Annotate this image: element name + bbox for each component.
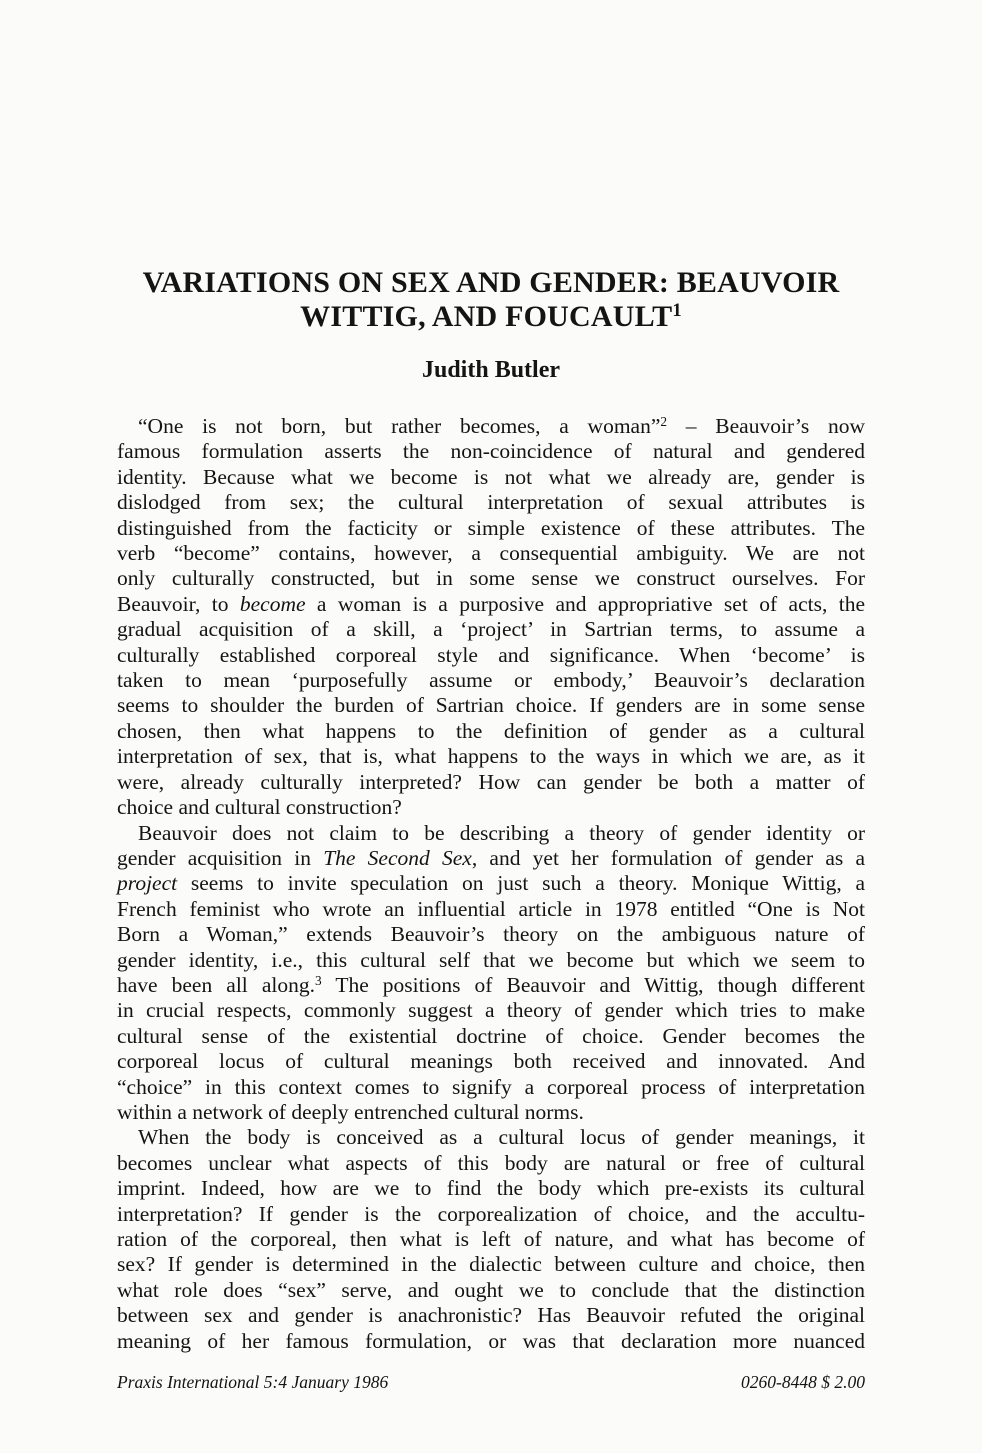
- text-line: gender identity, i.e., this cultural self that we become but which we seem to: [117, 947, 865, 972]
- page-footer: [117, 1372, 865, 1393]
- issn-price: 0260-8448 $ 2.00: [741, 1372, 865, 1392]
- text-line: have been all along.$^3$ The positions of Beauvoir and Wittig, though different: [117, 972, 865, 997]
- text-line: were, already culturally interpreted? How can gender be both a matter of: [117, 769, 865, 794]
- text-line: taken to mean ‘purposefully assume or embody,’ Beauvoir’s declaration: [117, 668, 865, 693]
- text-line: what role does “sex” serve, and ought we to conclude that the distinction: [117, 1277, 865, 1302]
- text-line: When the body is conceived as a cultural locus of gender meanings, it: [138, 1125, 865, 1150]
- text-line: imprint. Indeed, how are we to find the body which pre-exists its cultural: [117, 1176, 865, 1201]
- author-name: Judith Butler: [421, 357, 561, 383]
- text-line: within a network of deeply entrenched cultural norms.: [117, 1099, 584, 1124]
- text-line: interpretation? If gender is the corporealization of choice, and the accultu-: [117, 1201, 865, 1226]
- text-line: dislodged from sex; the cultural interpretation of sexual attributes is: [117, 490, 865, 515]
- text-line: Beauvoir, to become a woman is a purposive and appropriative set of acts, the: [117, 591, 866, 616]
- text-line: culturally established corporeal style and significance. When ‘become’ is: [117, 642, 865, 667]
- text-line: meaning of her famous formulation, or was that declaration more nuanced: [117, 1328, 865, 1353]
- text-line: “choice” in this context comes to signify a corporeal process of interpretation: [117, 1074, 865, 1099]
- text-line: Born a Woman,” extends Beauvoir’s theory on the ambiguous nature of: [117, 922, 865, 947]
- text-line: famous formulation asserts the non-coincidence of natural and gendered: [117, 439, 865, 464]
- text-line: chosen, then what happens to the definition of gender as a cultural: [117, 718, 865, 743]
- text-line: in crucial respects, commonly suggest a theory of gender which tries to make: [117, 998, 865, 1023]
- text-line: becomes unclear what aspects of this body are natural or free of cultural: [117, 1150, 865, 1175]
- text-line: ration of the corporeal, then what is left of nature, and what has become of: [117, 1227, 865, 1251]
- text-line: Beauvoir does not claim to be describing a theory of gender identity or: [138, 820, 865, 845]
- text-line: gradual acquisition of a skill, a ‘project’ in Sartrian terms, to assume a: [117, 617, 865, 642]
- text-line: only culturally constructed, but in some sense we construct ourselves. For: [117, 566, 865, 591]
- text-line: verb “become” contains, however, a consequential ambiguity. We are not: [117, 541, 865, 566]
- text-line: choice and cultural construction?: [117, 795, 402, 820]
- text-line: distinguished from the facticity or simple existence of these attributes. The: [117, 515, 865, 540]
- text-line: between sex and gender is anachronistic? Has Beauvoir refuted the original: [117, 1303, 865, 1328]
- text-line: interpretation of sex, that is, what happens to the ways in which we are, as it: [117, 744, 865, 769]
- title-line-1: VARIATIONS ON SEX AND GENDER: BEAUVOIR: [142, 266, 840, 299]
- text-line: project seems to invite speculation on just such a theory. Monique Wittig, a: [117, 871, 865, 896]
- text-line: corporeal locus of cultural meanings both received and innovated. And: [117, 1049, 865, 1074]
- text-line: French feminist who wrote an influential article in 1978 entitled “One is Not: [117, 896, 865, 921]
- article-title: [117, 266, 865, 334]
- text-line: gender acquisition in The Second Sex, and yet her formulation of gender as a: [117, 845, 866, 870]
- text-line: “One is not born, but rather becomes, a woman”$^2$ – Beauvoir’s now: [138, 413, 865, 438]
- text-line: sex? If gender is determined in the dialectic between culture and choice, then: [117, 1252, 865, 1277]
- title-line-2: WITTIG, AND FOUCAULT$^1$: [300, 299, 682, 333]
- journal-citation: Praxis International 5:4 January 1986: [117, 1372, 389, 1392]
- text-line: identity. Because what we become is not what we already are, gender is: [117, 464, 865, 489]
- text-line: seems to shoulder the burden of Sartrian choice. If genders are in some sense: [117, 693, 865, 718]
- text-line: cultural sense of the existential doctrine of choice. Gender becomes the: [117, 1023, 865, 1048]
- article-body: [117, 414, 865, 1354]
